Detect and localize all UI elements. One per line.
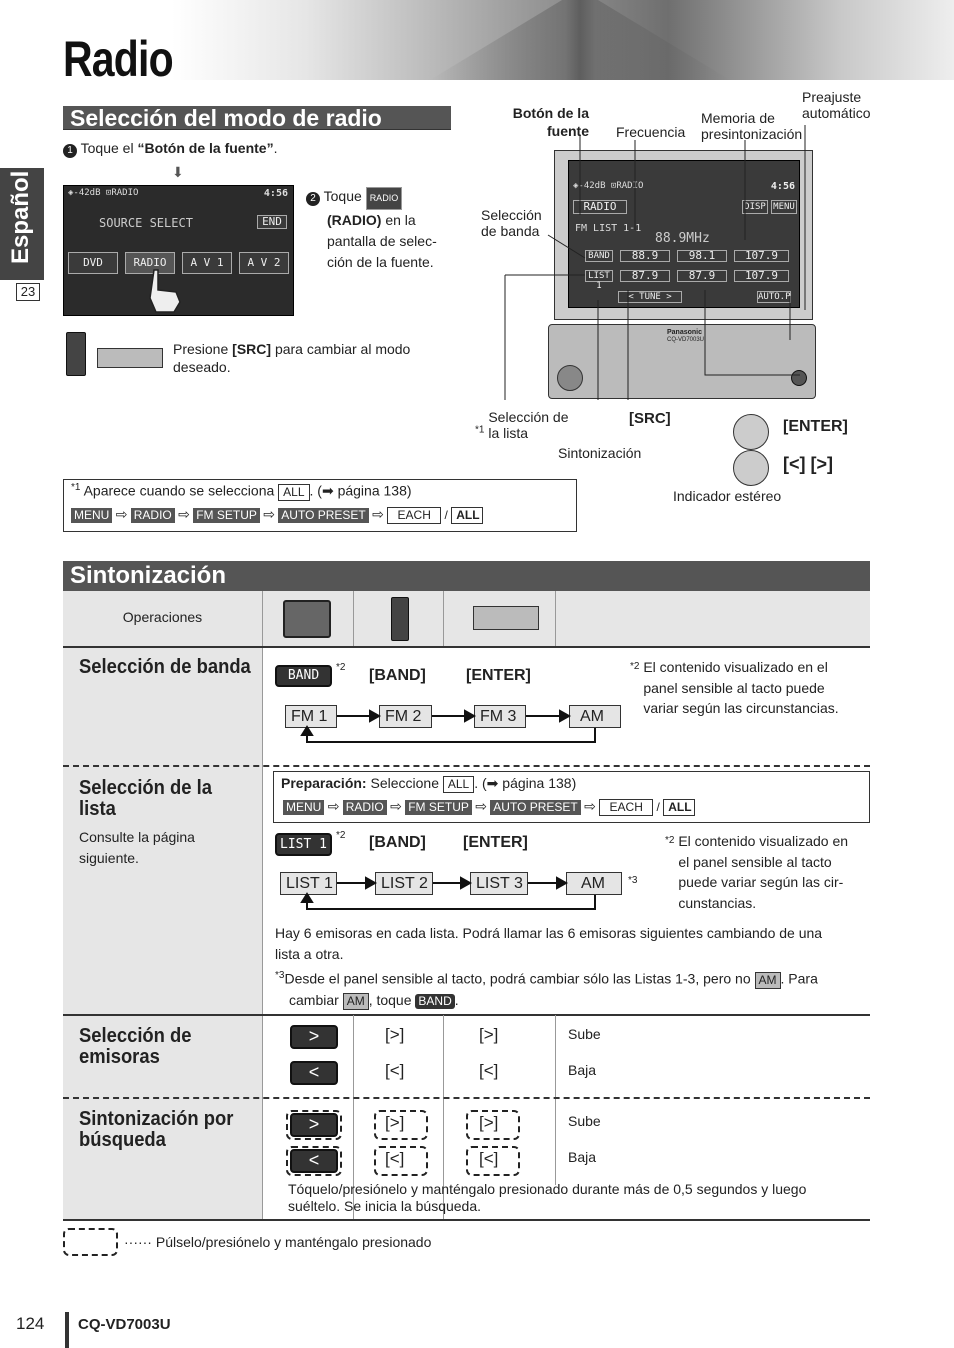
label-sintonizacion: Sintonización (558, 445, 642, 461)
list-enter-label: [ENTER] (463, 834, 528, 851)
head-unit-panel: Panasonic CQ-VD7003U (548, 324, 816, 399)
chip-fm1: FM 1 (285, 705, 337, 728)
chip-list-am: AM (566, 872, 622, 895)
row-title-emisoras: Selección de emisoras (79, 1025, 192, 1068)
chip-fm2: FM 2 (379, 705, 432, 728)
list-band-label: [BAND] (369, 834, 426, 851)
busqueda-unit-up: [>] (479, 1113, 499, 1132)
search-up-touch-icon[interactable]: > (290, 1113, 338, 1137)
emisoras-remote-up: [>] (385, 1025, 405, 1044)
screen-tune[interactable]: < TUNE > (618, 291, 682, 303)
step2-text: 2 Toque RADIO (RADIO) en la pantalla de selec- ción de la fuente. (306, 186, 456, 273)
label-seleccion-lista: $^{*1}$ Selección de la lista (475, 409, 569, 441)
language-tab (0, 168, 44, 280)
label-seleccion-banda: Selección de banda (481, 207, 542, 239)
list-cycle-arrows (280, 867, 630, 927)
emisoras-unit-up: [>] (479, 1025, 499, 1044)
screen-list[interactable]: LIST 1 (585, 270, 613, 282)
label-frecuencia: Frecuencia (616, 124, 686, 140)
banda-note: $^{*2}$ El contenido visualizado en el panel sensible al tacto puede variar según las circunstancias. (630, 659, 839, 716)
page-title: Radio (63, 31, 173, 87)
emisoras-unit-down: [<] (479, 1061, 499, 1080)
radio-button[interactable]: RADIO (125, 252, 175, 274)
chip-list3: LIST 3 (470, 872, 528, 895)
seek-down-touch-icon[interactable]: < (290, 1061, 338, 1085)
chip-fm3: FM 3 (474, 705, 526, 728)
radio-icon: RADIO (366, 187, 403, 210)
band-remote-label: [BAND] (369, 667, 426, 684)
screen-disp[interactable]: DISP (742, 200, 768, 214)
hand-icon (146, 268, 186, 313)
mode-section-title: Selección del modo de radio (63, 106, 451, 130)
list-touch-button[interactable]: LIST 1 (275, 833, 332, 856)
busqueda-sube: Sube (568, 1113, 601, 1129)
label-enter: [ENTER] (783, 418, 848, 435)
chip-am: AM (569, 705, 621, 728)
busqueda-note: Tóquelo/presiónelo y manténgalo presionado durante más de 0,5 segundos y luego suéltelo. Se inicia la búsqueda. (288, 1181, 807, 1214)
dvd-button[interactable]: DVD (68, 252, 118, 274)
search-down-touch-icon[interactable]: < (290, 1149, 338, 1173)
source-select-heading: SOURCE SELECT (99, 216, 193, 230)
page-number: 124 (16, 1314, 45, 1333)
chip-list1: LIST 1 (280, 872, 337, 895)
busqueda-remote-down: [<] (385, 1149, 405, 1168)
head-unit-icon (97, 348, 163, 368)
busqueda-remote-up: [>] (385, 1113, 405, 1132)
label-src: [SRC] (629, 410, 671, 427)
step1-number: 1 (63, 144, 77, 158)
step1-text: 1 Toque el “Botón de la fuente”. (63, 140, 277, 158)
src-instruction: Presione [SRC] para cambiar al modo deseado. (173, 341, 411, 375)
busqueda-unit-down: [<] (479, 1149, 499, 1168)
rotate-knob-icon (733, 450, 769, 486)
down-arrow-icon: ⬇ (172, 164, 184, 180)
remote-icon (391, 597, 409, 641)
band-cycle-arrows (280, 700, 630, 760)
screen-autop[interactable]: AUTO.P (758, 292, 791, 302)
band-touch-button[interactable]: BAND (275, 665, 332, 687)
screen-band[interactable]: BAND (585, 250, 613, 262)
remote-control-icon (66, 332, 86, 376)
row-title-banda: Selección de banda (79, 656, 251, 678)
emisoras-baja: Baja (568, 1062, 597, 1078)
label-arrows: [<] [>] (783, 454, 834, 474)
row-title-busqueda: Sintonización por búsqueda (79, 1108, 234, 1151)
screen-menu[interactable]: MENU (771, 200, 797, 214)
av2-button[interactable]: A V 2 (239, 252, 289, 274)
source-select-screen: ◈-42dB ⊡RADIO 4:56 SOURCE SELECT END DVD RADIO A V 1 A V 2 (63, 185, 294, 316)
legend-text: ······ Púlselo/presiónelo y manténgalo presionado (124, 1234, 432, 1250)
lista-paragraph: Hay 6 emisoras en cada lista. Podrá llamar las 6 emisoras siguientes cambiando de una lista a otra. $^{*3}$Desde el panel sensible al tacto, podrá cambiar sólo las Listas 1-3, pero no AM . Para cambiar AM , toque BAND . (275, 925, 823, 1008)
row-title-lista: Selección de la lista (79, 777, 212, 820)
radio-screen: ◈-42dB ⊡RADIO 4:56 RADIO DISP MENU FM LIST 1-1 88.9MHz BAND LIST 1 88.9 98.1 107.9 87.9 87.9 107.9 < TUNE > AUTO.P (568, 160, 800, 308)
diagram-callout-lines (480, 80, 820, 410)
consulte-text: Consulte la página siguiente. (79, 829, 195, 866)
model-number: CQ-VD7003U (78, 1316, 171, 1333)
busqueda-baja: Baja (568, 1149, 597, 1165)
ops-label: Operaciones (122, 609, 203, 625)
language-label: Español (7, 170, 34, 264)
section-number: 23 (16, 283, 40, 301)
screen-radio: RADIO (573, 200, 627, 214)
label-preajuste: Preajuste automático (802, 89, 871, 121)
chip-list2: LIST 2 (375, 872, 433, 895)
sintonizacion-section-title: Sintonización (63, 561, 870, 591)
seek-up-touch-icon[interactable]: > (290, 1025, 338, 1049)
touch-panel-icon (283, 600, 331, 638)
unit-icon (473, 606, 539, 630)
legend-dashed-icon (63, 1228, 118, 1256)
note1-box: $^{*1}$ Aparece cuando se selecciona ALL . (➡ página 138) MENU ⇨ RADIO ⇨ FM SETUP ⇨ AUTO PRESET ⇨ EACH / ALL (63, 479, 577, 532)
enter-unit-label: [ENTER] (466, 667, 531, 684)
enter-knob-icon (733, 414, 769, 450)
end-button[interactable]: END (257, 215, 287, 229)
av1-button[interactable]: A V 1 (182, 252, 232, 274)
label-boton-fuente: Botón de la fuente (512, 105, 589, 139)
emisoras-sube: Sube (568, 1026, 601, 1042)
label-indicador: Indicador estéreo (673, 488, 782, 504)
lista-note: $^{*2}$ El contenido visualizado en el panel sensible al tacto puede variar según las cir- cunstancias. (665, 833, 849, 911)
label-memoria: Memoria de presintonización (701, 110, 803, 142)
emisoras-remote-down: [<] (385, 1061, 405, 1080)
preparacion-box: Preparación: Seleccione ALL . (➡ página 138) MENU ⇨ RADIO ⇨ FM SETUP ⇨ AUTO PRESET ⇨ EACH / ALL (273, 771, 870, 823)
